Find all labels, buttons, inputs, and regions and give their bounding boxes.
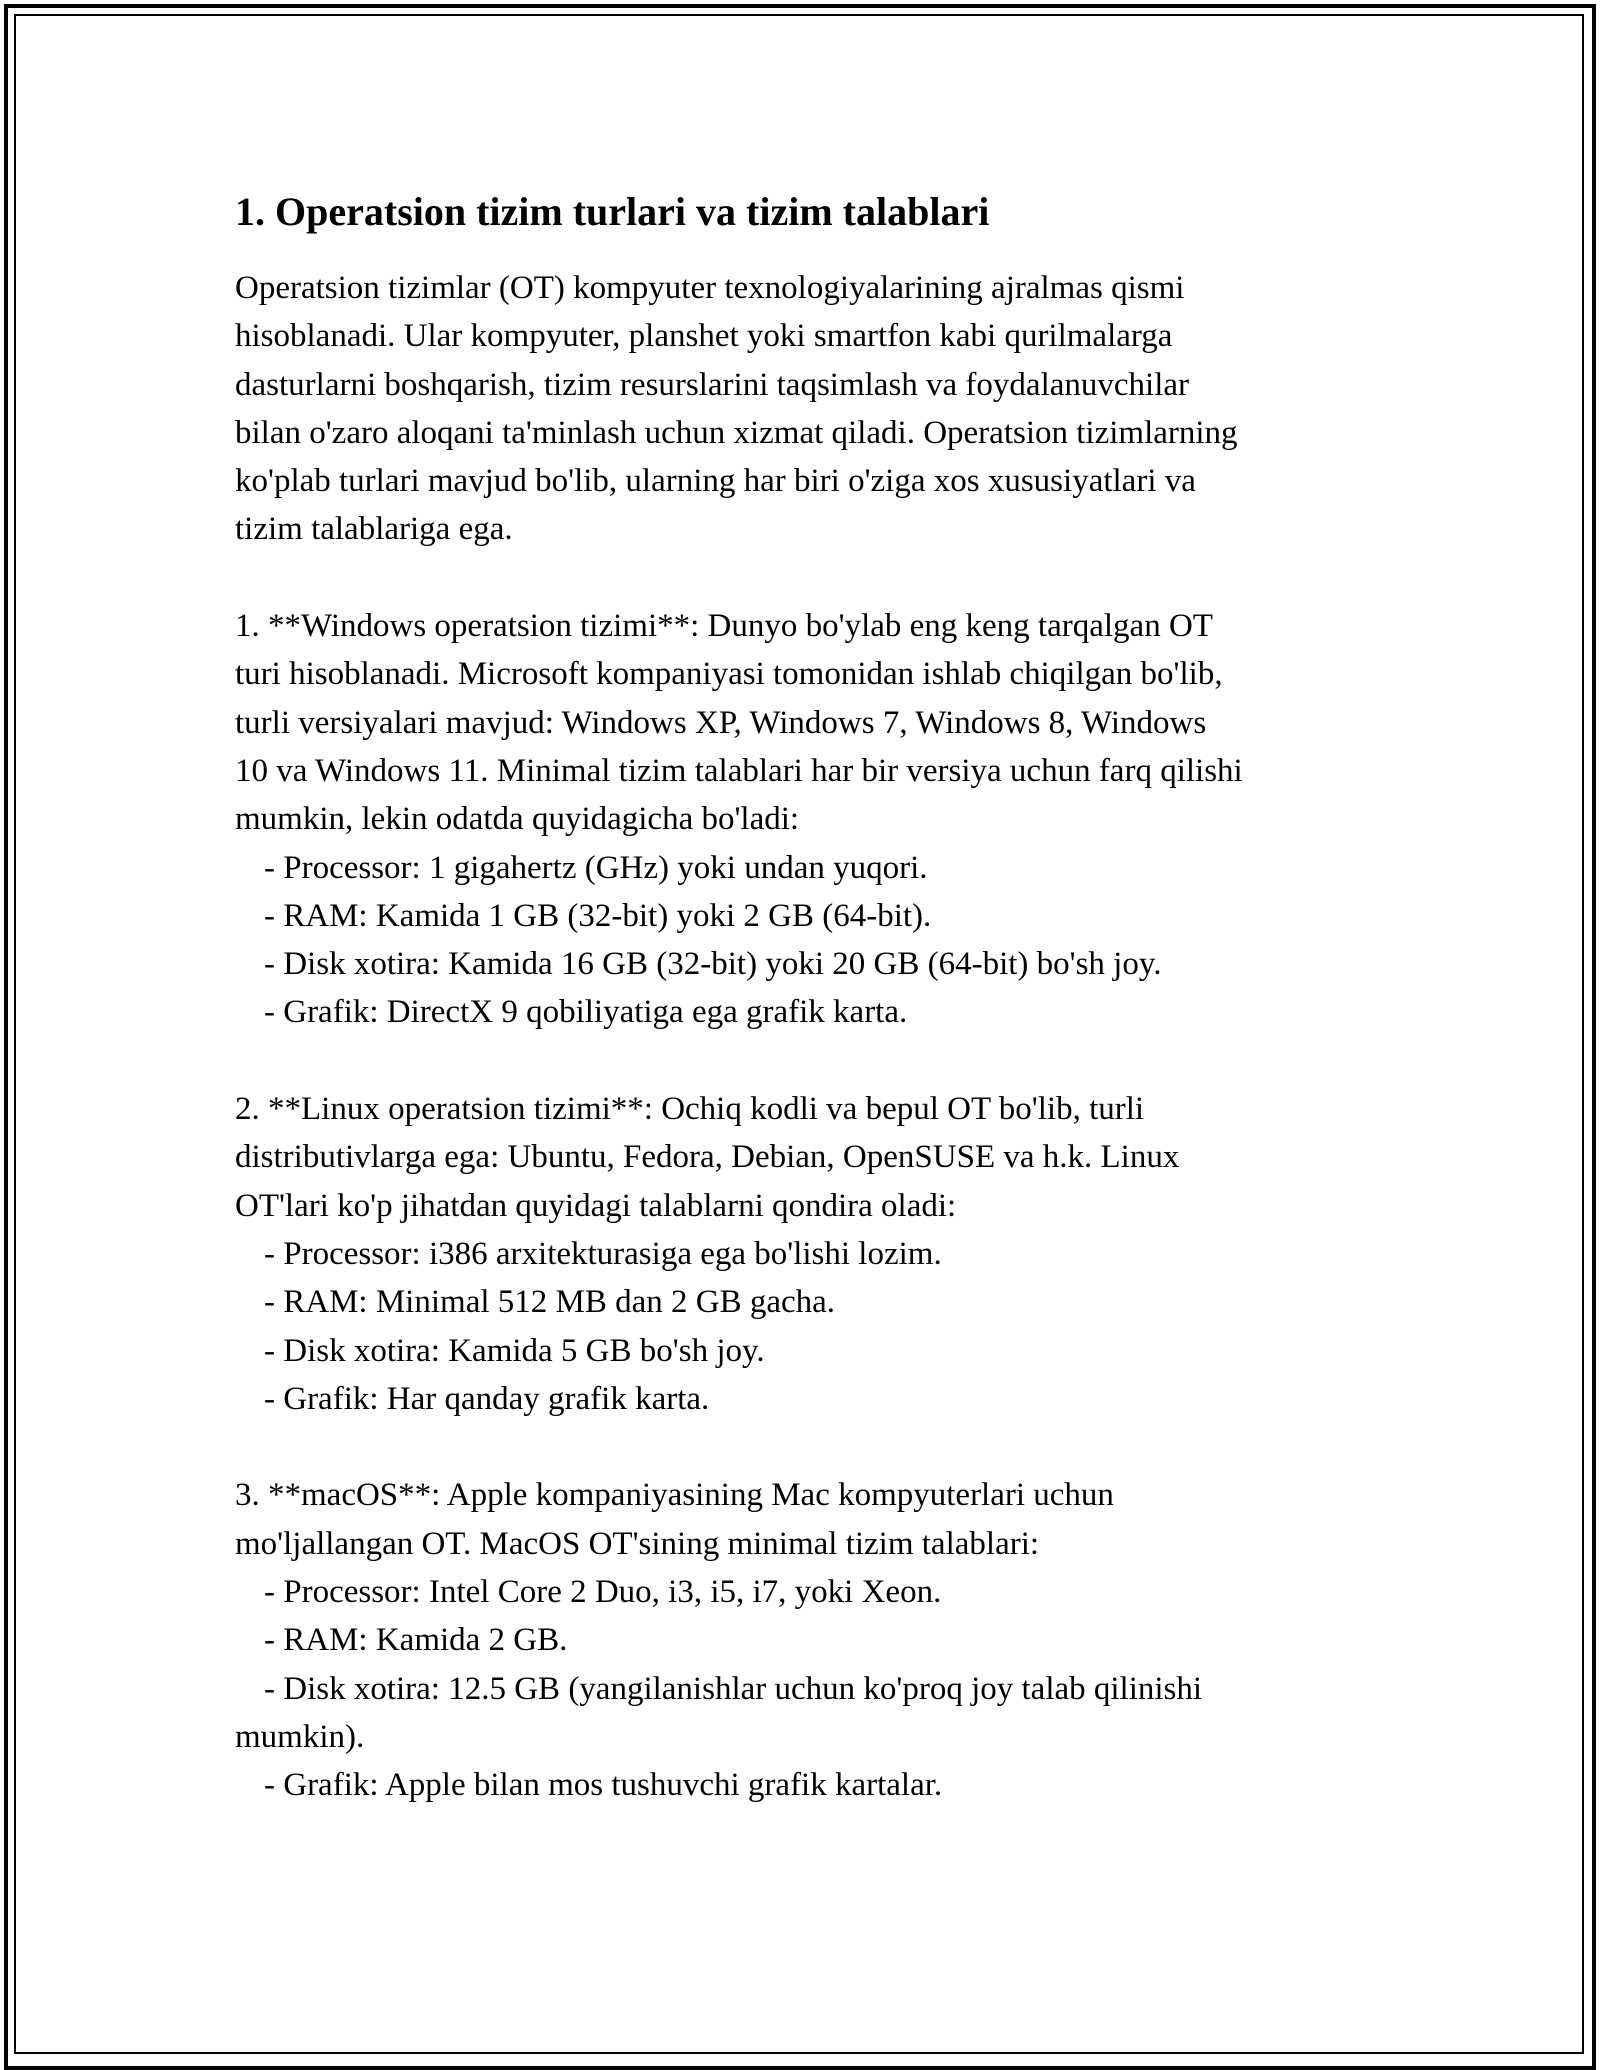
requirement-item: - Grafik: DirectX 9 qobiliyatiga ega grafik karta. [264, 994, 908, 1031]
section-line: 10 va Windows 11. Minimal tizim talablari har bir versiya uchun farq qilishi [235, 752, 1243, 789]
paragraph-line: tizim talablariga ega. [235, 511, 513, 548]
section-windows [235, 602, 1375, 1037]
section-line: 3. **macOS**: Apple kompaniyasining Mac kompyuterlari uchun [235, 1477, 1114, 1514]
section-line: OT'lari ko'p jihatdan quyidagi talablarni qondira oladi: [235, 1187, 957, 1224]
requirement-item: - Disk xotira: 12.5 GB (yangilanishlar uchun ko'proq joy talab qilinishi [264, 1670, 1203, 1707]
section-line: turli versiyalari mavjud: Windows XP, Windows 7, Windows 8, Windows [235, 704, 1207, 741]
requirement-item: - RAM: Minimal 512 MB dan 2 GB gacha. [264, 1284, 836, 1321]
section-line: mumkin, lekin odatda quyidagicha bo'ladi: [235, 801, 800, 838]
blank-line [235, 554, 1375, 602]
requirement-item: - Processor: Intel Core 2 Duo, i3, i5, i7, yoki Xeon. [264, 1574, 942, 1611]
intro-paragraph [235, 264, 1375, 554]
section-linux [235, 1085, 1375, 1423]
paragraph-line: Operatsion tizimlar (OT) kompyuter texnologiyalarining ajralmas qismi [235, 270, 1185, 306]
document-content [235, 186, 1375, 1810]
requirement-item: - Disk xotira: Kamida 16 GB (32-bit) yoki 20 GB (64-bit) bo'sh joy. [264, 946, 1162, 983]
section-macos [235, 1471, 1375, 1809]
document-title: 1. Operatsion tizim turlari va tizim talablari [235, 189, 990, 234]
blank-line [235, 1423, 1375, 1471]
blank-line [235, 1037, 1375, 1085]
requirement-item: - Grafik: Apple bilan mos tushuvchi grafik kartalar. [264, 1767, 943, 1804]
section-line: 2. **Linux operatsion tizimi**: Ochiq kodli va bepul OT bo'lib, turli [235, 1091, 1145, 1128]
requirement-item: - RAM: Kamida 2 GB. [264, 1622, 568, 1659]
section-line: turi hisoblanadi. Microsoft kompaniyasi tomonidan ishlab chiqilgan bo'lib, [235, 656, 1223, 693]
paragraph-line: ko'plab turlari mavjud bo'lib, ularning har biri o'ziga xos xususiyatlari va [235, 463, 1196, 500]
section-line: distributivlarga ega: Ubuntu, Fedora, Debian, OpenSUSE va h.k. Linux [235, 1139, 1180, 1176]
requirement-item: - RAM: Kamida 1 GB (32-bit) yoki 2 GB (64-bit). [264, 897, 932, 934]
paragraph-line: bilan o'zaro aloqani ta'minlash uchun xizmat qiladi. Operatsion tizimlarning [235, 414, 1238, 451]
section-line: 1. **Windows operatsion tizimi**: Dunyo bo'ylab eng keng tarqalgan OT [235, 608, 1213, 645]
requirement-item: - Disk xotira: Kamida 5 GB bo'sh joy. [264, 1332, 765, 1369]
requirement-item: - Grafik: Har qanday grafik karta. [264, 1380, 710, 1417]
paragraph-line: dasturlarni boshqarish, tizim resurslarini taqsimlash va foydalanuvchilar [235, 366, 1190, 403]
paragraph-line: hisoblanadi. Ular kompyuter, planshet yoki smartfon kabi qurilmalarga [235, 318, 1173, 355]
requirement-item: - Processor: i386 arxitekturasiga ega bo'lishi lozim. [264, 1235, 942, 1272]
requirement-item: - Processor: 1 gigahertz (GHz) yoki undan yuqori. [264, 849, 928, 886]
requirement-item-continuation: mumkin). [235, 1718, 365, 1755]
section-line: mo'ljallangan OT. MacOS OT'sining minimal tizim talablari: [235, 1525, 1040, 1562]
